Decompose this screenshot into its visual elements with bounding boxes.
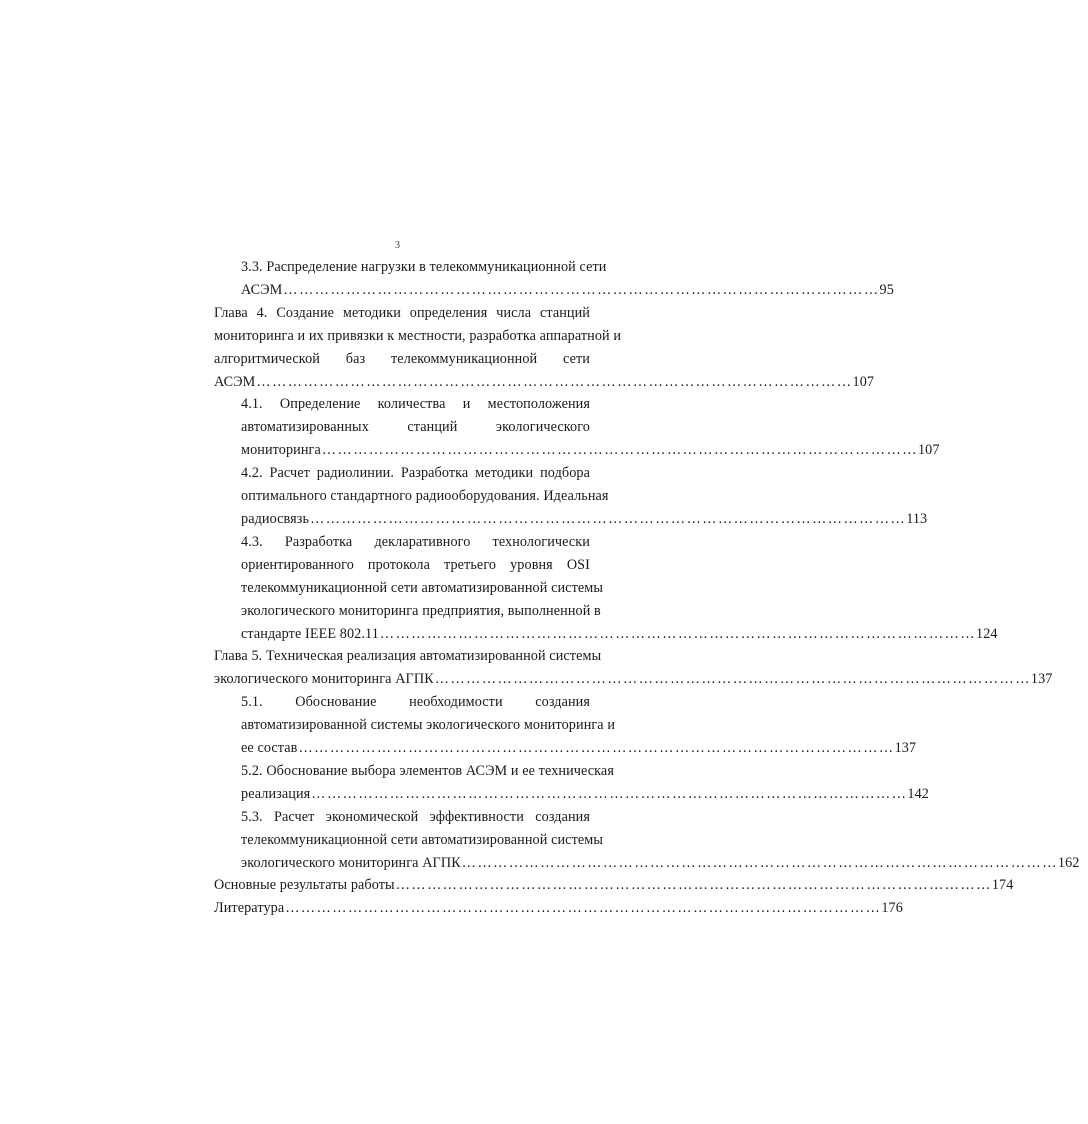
toc-entry-tail: реализация: [241, 785, 311, 802]
toc-page-ref: 107: [917, 442, 940, 459]
toc-line: Глава 4. Создание методики определения числа станций: [214, 304, 590, 321]
toc-entry-tail: радиосвязь: [241, 510, 310, 527]
toc-entry-tail: стандарте IEEE 802.11: [241, 625, 379, 642]
toc-entry-tail: экологического мониторинга АГПК: [241, 854, 461, 871]
toc-entry-4-1: [241, 393, 940, 462]
toc-entry-tail: Литература: [214, 900, 285, 917]
toc-page-ref: 107: [852, 373, 875, 390]
toc-line: ориентированного протокола третьего уровня OSI: [241, 556, 590, 573]
toc-line: телекоммуникационной сети автоматизированной системы: [241, 579, 603, 596]
toc-page-ref: 174: [991, 877, 1014, 894]
toc-entry-3-3: [241, 256, 894, 302]
toc-line-last: [241, 439, 940, 462]
toc-entry-tail: АСЭМ: [241, 281, 283, 298]
toc-entry-5-2: [241, 760, 929, 806]
toc-entry-chapter-5: [214, 645, 1053, 691]
toc-line: 4.3. Разработка декларативного технологически: [241, 533, 590, 550]
toc-line: 4.1. Определение количества и местоположения: [241, 396, 590, 413]
dot-leader: ……………………………………………………………………………………………………: [310, 510, 907, 527]
toc-entry-4-3: [241, 531, 998, 646]
dot-leader: ……………………………………………………………………………………………………: [256, 373, 853, 390]
toc-entry-tail: АСЭМ: [214, 373, 256, 390]
toc-entry-tail: экологического мониторинга АГПК: [214, 671, 434, 688]
toc-line-last: [241, 508, 928, 531]
toc-entry-4-2: [241, 462, 928, 531]
toc-page-ref: 95: [879, 281, 894, 298]
toc-line: 5.1. Обоснование необходимости создания: [241, 694, 590, 711]
toc-line-last: [241, 737, 917, 760]
toc-line: 5.3. Расчет экономической эффективности создания: [241, 808, 590, 825]
toc-line: Глава 5. Техническая реализация автоматизированной системы: [214, 648, 602, 665]
toc-line: мониторинга и их привязки к местности, разработка аппаратной и: [214, 327, 622, 344]
toc-page-ref: 137: [1030, 671, 1053, 688]
dot-leader: ……………………………………………………………………………………………………: [379, 625, 977, 642]
toc-line: экологического мониторинга предприятия, выполненной в: [241, 602, 601, 619]
toc-line: 3.3. Распределение нагрузки в телекоммуникационной сети: [241, 259, 607, 275]
toc-line: 4.2. Расчет радиолинии. Разработка методики подбора: [241, 465, 590, 482]
dot-leader: ……………………………………………………………………………………………………: [283, 281, 880, 298]
toc-page-ref: 142: [907, 785, 929, 802]
table-of-contents: [214, 256, 1080, 920]
toc-page-ref: 137: [894, 740, 917, 757]
dot-leader: ……………………………………………………………………………………………………: [434, 671, 1031, 688]
dot-leader: ……………………………………………………………………………………………………: [461, 854, 1058, 871]
toc-line-last: [214, 668, 1053, 691]
toc-line: оптимального стандартного радиооборудования. Идеальная: [241, 488, 609, 505]
toc-entry-tail: мониторинга: [241, 442, 321, 459]
dot-leader: ……………………………………………………………………………………………………: [395, 877, 992, 894]
page-number: 3: [395, 240, 400, 251]
toc-line-last: [214, 874, 1014, 897]
toc-entry-5-3: [241, 806, 1080, 875]
toc-entry-results: [214, 874, 1014, 897]
toc-line-last: [241, 279, 894, 302]
dot-leader: ……………………………………………………………………………………………………: [285, 900, 882, 917]
toc-line: телекоммуникационной сети автоматизированной системы: [241, 831, 603, 848]
toc-page-ref: 176: [881, 900, 903, 917]
dot-leader: ……………………………………………………………………………………………………: [321, 442, 918, 459]
toc-line-last: [241, 623, 998, 646]
dot-leader: ……………………………………………………………………………………………………: [298, 740, 895, 757]
toc-page-ref: 113: [906, 510, 928, 527]
toc-line: автоматизированной системы экологического мониторинга и: [241, 717, 616, 734]
toc-entry-tail: Основные результаты работы: [214, 877, 395, 894]
toc-line-last: [241, 852, 1080, 875]
toc-entry-literature: [214, 897, 903, 920]
toc-line-last: [241, 783, 929, 806]
dot-leader: ……………………………………………………………………………………………………: [311, 785, 908, 802]
toc-line: автоматизированных станций экологического: [241, 419, 590, 436]
toc-line-last: [214, 371, 875, 394]
toc-line: 5.2. Обоснование выбора элементов АСЭМ и ее техническая: [241, 762, 614, 779]
toc-page-ref: 162: [1057, 854, 1080, 871]
toc-page-ref: 124: [976, 625, 998, 642]
toc-line: алгоритмической баз телекоммуникационной сети: [214, 350, 590, 367]
toc-entry-chapter-4: [214, 302, 875, 394]
toc-entry-5-1: [241, 691, 917, 760]
toc-entry-tail: ее состав: [241, 740, 298, 757]
toc-line-last: [214, 897, 903, 920]
